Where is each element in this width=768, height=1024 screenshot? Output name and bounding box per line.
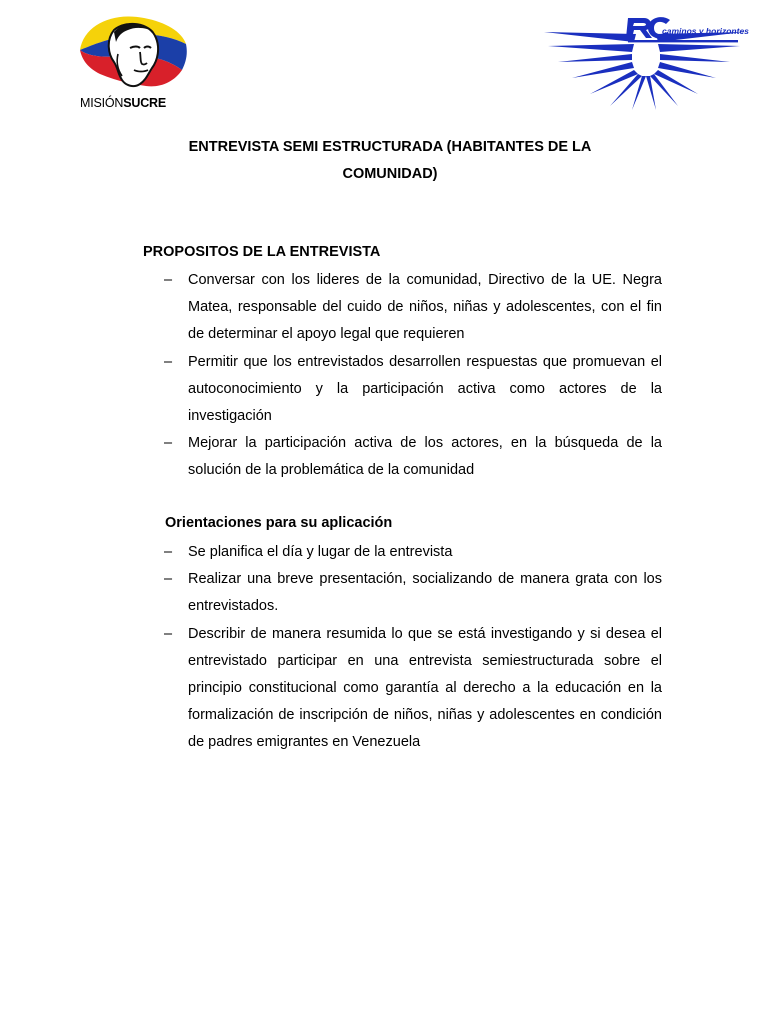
title-line-2: COMUNIDAD) — [342, 166, 438, 182]
wordmark-sucre: SUCRE — [123, 96, 167, 110]
list-item-text: Describir de manera resumida lo que se está investigando y si desea el entrevistado participar en una entrevista semiestructurada sobre el principio constitucional como garantía al derecho a la educación en la formalización de inscripción de niños, niñas y adolescentes en condición de padres emigrantes en Venezuela — [188, 625, 662, 751]
mision-sucre-wordmark — [80, 96, 166, 110]
mision-sucre-logo — [74, 14, 190, 110]
list-item-text: Realizar una breve presentación, socializando de manera grata con los entrevistados. — [188, 571, 662, 615]
list-item-text: Mejorar la participación activa de los actores, en la búsqueda de la solución de la problemática de la comunidad — [188, 435, 662, 479]
bullet-dash: – — [164, 544, 173, 560]
list-item-text: Se planifica el día y lugar de la entrevista — [188, 544, 453, 560]
list-item-text: Permitir que los entrevistados desarrollen respuestas que promuevan el autoconocimiento y la participación activa como actores de la investigación — [188, 353, 662, 425]
section-heading-propositos: PROPOSITOS DE LA ENTREVISTA — [143, 244, 381, 260]
mision-sucre-portrait-icon — [74, 14, 190, 94]
list-item — [160, 621, 662, 757]
list-item — [160, 267, 662, 349]
list-item — [160, 539, 662, 566]
bullet-dash: – — [164, 625, 173, 642]
section-heading-orientaciones: Orientaciones para su aplicación — [165, 515, 393, 531]
propositos-list — [160, 267, 662, 485]
list-item-text: Conversar con los lideres de la comunidad, Directivo de la UE. Negra Matea, responsable del cuido de niños, niñas y adolescentes, con el fin de determinar el apoyo legal que requieren — [188, 272, 662, 343]
list-item — [160, 430, 662, 484]
bullet-dash: – — [164, 571, 173, 588]
rc-tagline: caminos y horizontes — [662, 26, 749, 36]
list-item — [160, 566, 662, 620]
orientaciones-list — [160, 539, 662, 757]
bullet-dash: – — [164, 353, 173, 370]
title-line-1: ENTREVISTA SEMI ESTRUCTURADA (HABITANTES DE LA — [188, 139, 592, 155]
list-item — [160, 349, 662, 431]
wordmark-mision: MISIÓN — [80, 96, 124, 110]
bullet-dash: – — [164, 272, 173, 288]
bullet-dash: – — [164, 435, 173, 452]
caminos-y-horizontes-logo — [544, 12, 749, 110]
document-title — [160, 134, 620, 188]
